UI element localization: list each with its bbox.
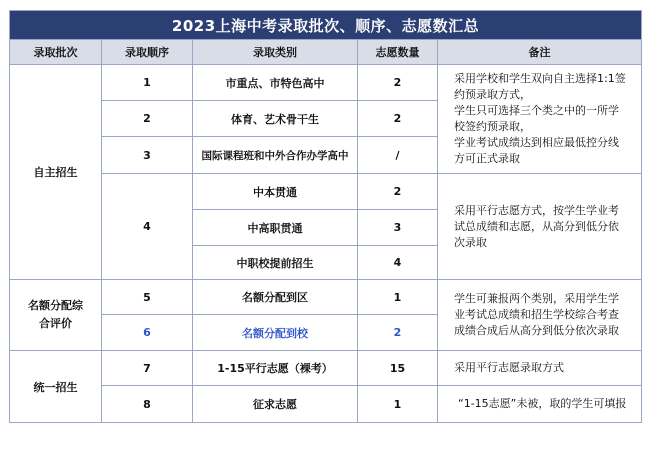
table-row xyxy=(10,386,642,423)
count-cell: 3 xyxy=(358,210,438,246)
count-cell: 15 xyxy=(358,351,438,386)
summary-table-container xyxy=(9,10,641,423)
count-cell: 2 xyxy=(358,174,438,210)
table-row xyxy=(10,65,642,101)
admission-summary-table xyxy=(9,10,642,423)
order-cell: 4 xyxy=(102,174,193,280)
note-self-recruit xyxy=(438,65,642,174)
header-count: 志愿数量 xyxy=(358,40,438,65)
table-row xyxy=(10,174,642,210)
category-cell: 中本贯通 xyxy=(193,174,358,210)
batch-self-recruit: 自主招生 xyxy=(10,65,102,280)
header-batch: 录取批次 xyxy=(10,40,102,65)
header-note: 备注 xyxy=(438,40,642,65)
category-cell: 名额分配到校 xyxy=(193,315,358,351)
note-quota: 学生可兼报两个类别，采用学生学业考试总成绩和招生学校综合考查成绩合成后从高分到低分依次录取 xyxy=(438,280,642,351)
category-cell: 体育、艺术骨干生 xyxy=(193,101,358,137)
category-cell: 名额分配到区 xyxy=(193,280,358,315)
note-vocational: 采用平行志愿方式，按学生学业考试总成绩和志愿，从高分到低分依次录取 xyxy=(438,174,642,280)
note-solicit: “1-15志愿”未被，取的学生可填报 xyxy=(438,386,642,423)
category-cell: 中职校提前招生 xyxy=(193,246,358,280)
category-cell: 征求志愿 xyxy=(193,386,358,423)
note-parallel: 采用平行志愿录取方式 xyxy=(438,351,642,386)
order-cell: 6 xyxy=(102,315,193,351)
batch-unified-recruit: 统一招生 xyxy=(10,351,102,423)
category-cell: 市重点、市特色高中 xyxy=(193,65,358,101)
count-cell: 2 xyxy=(358,315,438,351)
header-order: 录取顺序 xyxy=(102,40,193,65)
order-cell: 7 xyxy=(102,351,193,386)
category-cell: 1-15平行志愿（裸考） xyxy=(193,351,358,386)
order-cell: 3 xyxy=(102,137,193,174)
count-cell: 1 xyxy=(358,280,438,315)
header-row xyxy=(10,40,642,65)
order-cell: 1 xyxy=(102,65,193,101)
table-row xyxy=(10,280,642,315)
order-cell: 5 xyxy=(102,280,193,315)
category-cell: 中高职贯通 xyxy=(193,210,358,246)
count-cell: 4 xyxy=(358,246,438,280)
note-line: 采用学校和学生双向自主选择1:1签约预录取方式， xyxy=(454,72,626,101)
note-line: 学业考试成绩达到相应最低控分线方可正式录取 xyxy=(454,136,619,165)
category-cell: 国际课程班和中外合作办学高中 xyxy=(193,137,358,174)
header-category: 录取类别 xyxy=(193,40,358,65)
order-cell: 8 xyxy=(102,386,193,423)
count-cell: 1 xyxy=(358,386,438,423)
note-line: 学生只可选择三个类之中的一所学校签约预录取， xyxy=(454,104,619,133)
table-title: 2023上海中考录取批次、顺序、志愿数汇总 xyxy=(10,11,642,40)
batch-quota-allocation: 名额分配综合评价 xyxy=(10,280,102,351)
table-row xyxy=(10,351,642,386)
count-cell: 2 xyxy=(358,101,438,137)
count-cell: / xyxy=(358,137,438,174)
order-cell: 2 xyxy=(102,101,193,137)
count-cell: 2 xyxy=(358,65,438,101)
